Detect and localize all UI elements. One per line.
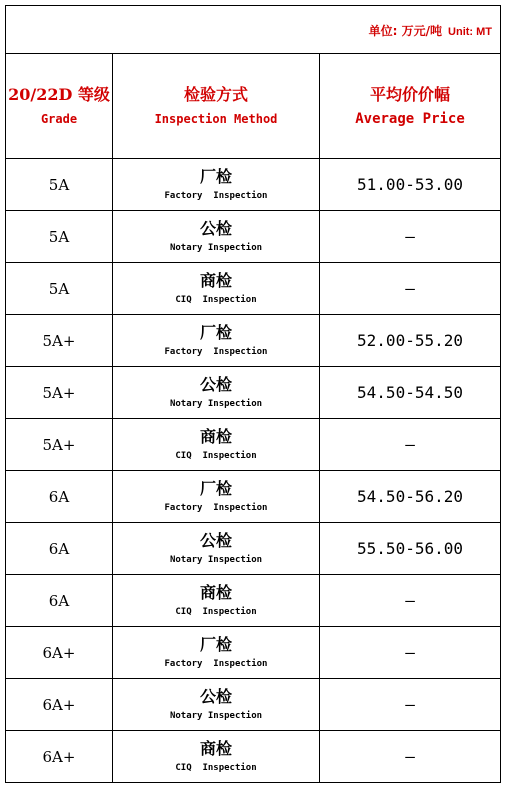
method-cn: 公检 bbox=[199, 375, 232, 394]
table-row bbox=[6, 159, 501, 211]
grade-value: 6A+ bbox=[42, 644, 76, 662]
grade-value: 6A+ bbox=[42, 748, 76, 766]
price-cell bbox=[320, 471, 501, 523]
price-table bbox=[5, 5, 501, 783]
method-cell bbox=[113, 679, 320, 731]
method-cell bbox=[113, 627, 320, 679]
price-cell bbox=[320, 523, 501, 575]
grade-value: 5A+ bbox=[42, 332, 76, 350]
price-table-container bbox=[5, 5, 500, 783]
method-cn: 商检 bbox=[199, 271, 232, 290]
price-value: 55.50-56.00 bbox=[357, 539, 463, 558]
grade-cell bbox=[6, 627, 113, 679]
method-cn: 公检 bbox=[199, 531, 232, 550]
method-en: Notary Inspection bbox=[169, 399, 263, 409]
unit-label-en: Unit: MT bbox=[448, 26, 493, 38]
header-price-cn: 平均价价幅 bbox=[370, 85, 451, 104]
method-cell bbox=[113, 471, 320, 523]
table-row bbox=[6, 263, 501, 315]
grade-cell bbox=[6, 263, 113, 315]
table-row bbox=[6, 315, 501, 367]
grade-cell bbox=[6, 315, 113, 367]
price-value: 52.00-55.20 bbox=[357, 331, 463, 350]
method-en: Notary Inspection bbox=[169, 555, 263, 565]
price-cell bbox=[320, 731, 501, 783]
price-value: 54.50-54.50 bbox=[357, 383, 463, 402]
method-en: Factory Inspection bbox=[164, 347, 268, 357]
table-row bbox=[6, 627, 501, 679]
table-row bbox=[6, 523, 501, 575]
method-cn: 厂检 bbox=[199, 635, 232, 654]
method-cn: 商检 bbox=[199, 427, 232, 446]
price-cell bbox=[320, 211, 501, 263]
price-value: — bbox=[405, 695, 415, 714]
table-row bbox=[6, 367, 501, 419]
header-method bbox=[113, 54, 320, 159]
price-cell bbox=[320, 679, 501, 731]
method-cn: 商检 bbox=[199, 583, 232, 602]
grade-value: 5A bbox=[48, 176, 70, 194]
grade-value: 5A bbox=[48, 280, 70, 298]
header-price bbox=[320, 54, 501, 159]
price-value: — bbox=[405, 279, 415, 298]
price-value: — bbox=[405, 227, 415, 246]
price-value: — bbox=[405, 591, 415, 610]
grade-cell bbox=[6, 211, 113, 263]
header-grade-en: Grade bbox=[40, 112, 78, 126]
grade-cell bbox=[6, 419, 113, 471]
grade-value: 6A bbox=[48, 488, 70, 506]
method-en: CIQ Inspection bbox=[175, 451, 257, 461]
price-value: 51.00-53.00 bbox=[357, 175, 463, 194]
method-cell bbox=[113, 367, 320, 419]
header-row bbox=[6, 54, 501, 159]
price-cell bbox=[320, 315, 501, 367]
header-grade bbox=[6, 54, 113, 159]
method-en: CIQ Inspection bbox=[175, 763, 257, 773]
unit-row bbox=[6, 6, 501, 54]
grade-value: 5A+ bbox=[42, 436, 76, 454]
unit-label-cn: 单位: 万元/吨 bbox=[368, 24, 443, 38]
grade-cell bbox=[6, 575, 113, 627]
table-row bbox=[6, 679, 501, 731]
grade-value: 5A+ bbox=[42, 384, 76, 402]
header-grade-cn: 20/22D 等级 bbox=[8, 85, 110, 104]
method-cell bbox=[113, 315, 320, 367]
header-method-en: Inspection Method bbox=[154, 112, 278, 126]
price-cell bbox=[320, 159, 501, 211]
method-en: Factory Inspection bbox=[164, 659, 268, 669]
method-en: Notary Inspection bbox=[169, 711, 263, 721]
table-row bbox=[6, 471, 501, 523]
grade-cell bbox=[6, 523, 113, 575]
table-row bbox=[6, 731, 501, 783]
header-method-cn: 检验方式 bbox=[183, 85, 248, 104]
grade-cell bbox=[6, 679, 113, 731]
method-cn: 厂检 bbox=[199, 479, 232, 498]
grade-value: 5A bbox=[48, 228, 70, 246]
method-cn: 公检 bbox=[199, 219, 232, 238]
grade-cell bbox=[6, 367, 113, 419]
method-cell bbox=[113, 419, 320, 471]
grade-cell bbox=[6, 159, 113, 211]
method-cn: 厂检 bbox=[199, 323, 232, 342]
grade-cell bbox=[6, 471, 113, 523]
price-value: 54.50-56.20 bbox=[357, 487, 463, 506]
price-cell bbox=[320, 419, 501, 471]
grade-value: 6A bbox=[48, 540, 70, 558]
method-cell bbox=[113, 263, 320, 315]
unit-cell bbox=[6, 6, 501, 54]
method-cell bbox=[113, 523, 320, 575]
table-row bbox=[6, 575, 501, 627]
method-cell bbox=[113, 211, 320, 263]
price-cell bbox=[320, 367, 501, 419]
method-cn: 商检 bbox=[199, 739, 232, 758]
method-cn: 公检 bbox=[199, 687, 232, 706]
method-en: Factory Inspection bbox=[164, 191, 268, 201]
grade-value: 6A+ bbox=[42, 696, 76, 714]
method-cn: 厂检 bbox=[199, 167, 232, 186]
price-cell bbox=[320, 575, 501, 627]
method-en: CIQ Inspection bbox=[175, 295, 257, 305]
price-value: — bbox=[405, 435, 415, 454]
method-en: CIQ Inspection bbox=[175, 607, 257, 617]
grade-value: 6A bbox=[48, 592, 70, 610]
table-row bbox=[6, 419, 501, 471]
method-cell bbox=[113, 731, 320, 783]
price-value: — bbox=[405, 747, 415, 766]
method-cell bbox=[113, 159, 320, 211]
grade-cell bbox=[6, 731, 113, 783]
method-en: Notary Inspection bbox=[169, 243, 263, 253]
price-cell bbox=[320, 627, 501, 679]
table-row bbox=[6, 211, 501, 263]
header-price-en: Average Price bbox=[355, 111, 465, 127]
method-cell bbox=[113, 575, 320, 627]
method-en: Factory Inspection bbox=[164, 503, 268, 513]
price-cell bbox=[320, 263, 501, 315]
price-value: — bbox=[405, 643, 415, 662]
